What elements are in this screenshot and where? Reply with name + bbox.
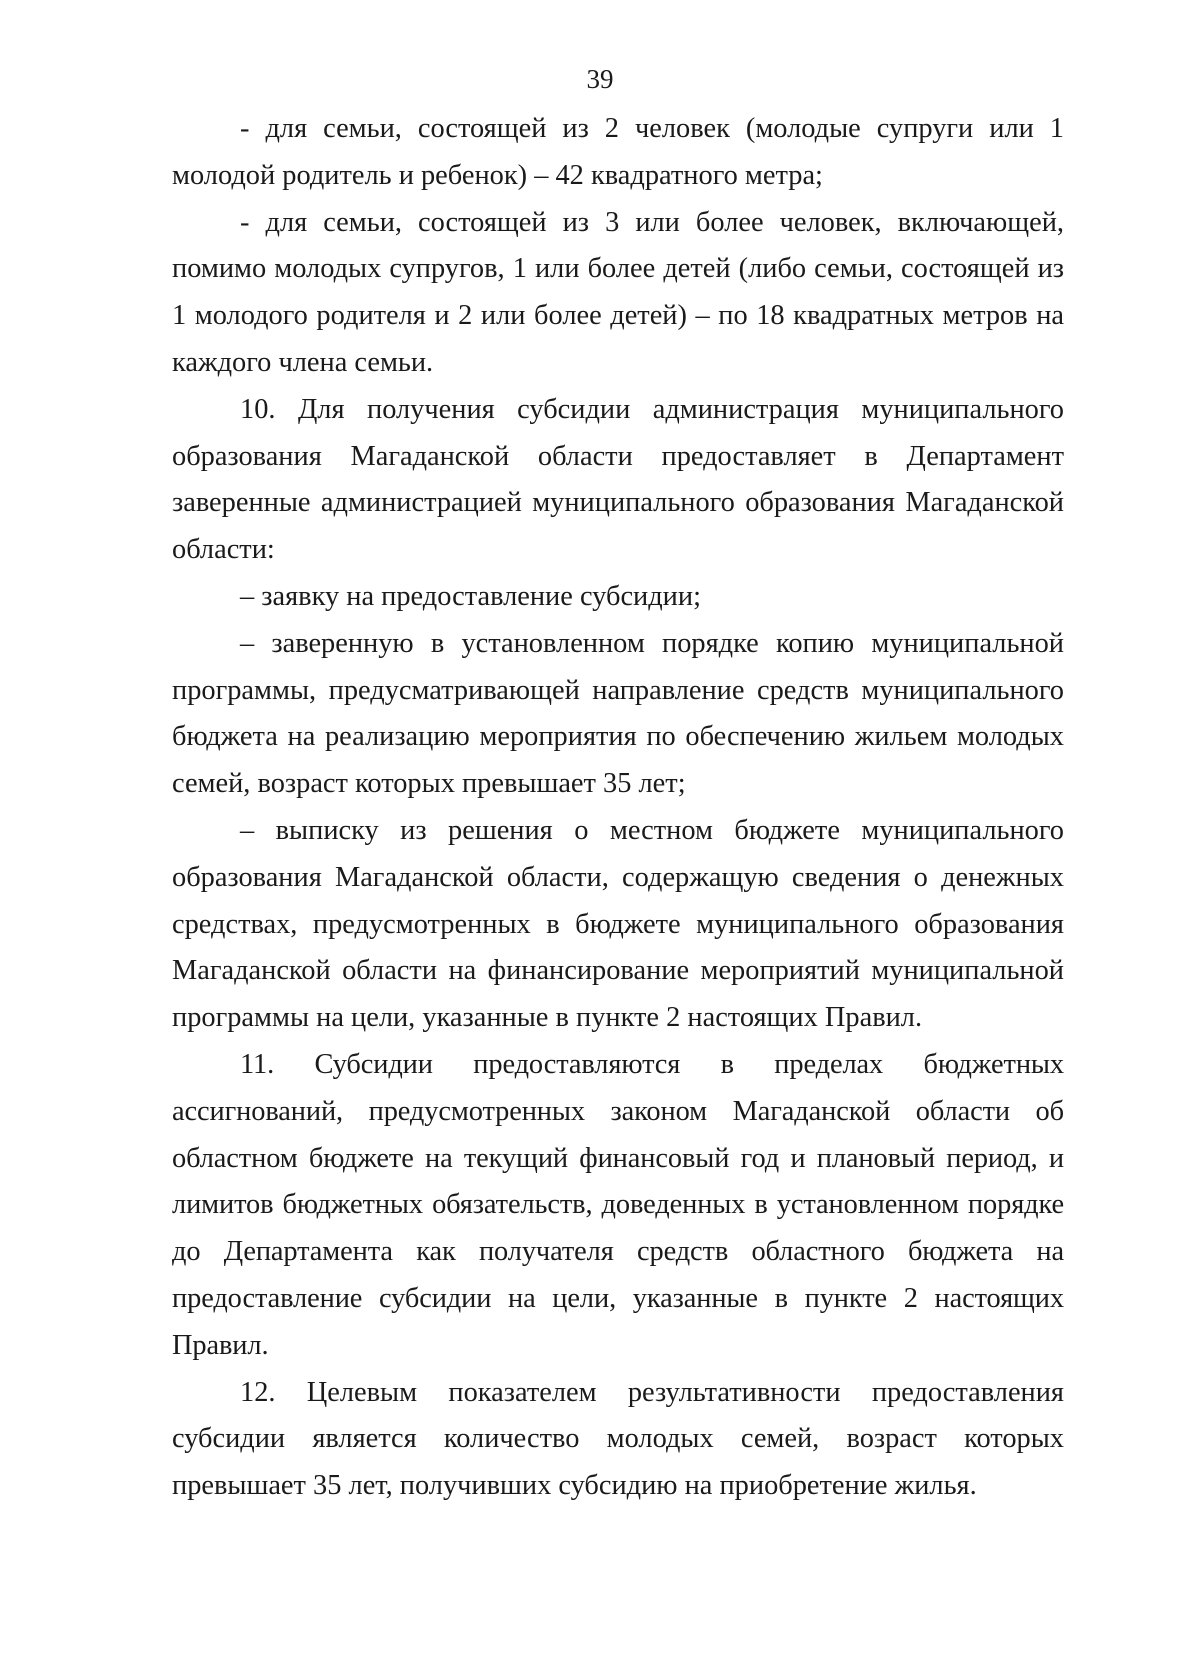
paragraph-clause-11: 11. Субсидии предоставляются в пределах бюджетных ассигнований, предусмотренных законом Магаданской области об областном бюджете на текущий финансовый год и плановый период, и лимитов бюджетных обязательств, доведенных в установленном порядке до Департамента как получателя средств областного бюджета на предоставление субсидии на цели, указанные в пункте 2 настоящих Правил.: [172, 1048, 1064, 1361]
paragraph-family-of-two: - для семьи, состоящей из 2 человек (молодые супруги или 1 молодой родитель и ребенок) – 42 квадратного метра;: [172, 113, 1064, 191]
paragraph-clause-10: 10. Для получения субсидии администрация муниципального образования Магаданской области предоставляет в Департамент заверенные администрацией муниципального образования Магаданской области:: [172, 393, 1064, 566]
paragraph-application: – заявку на предоставление субсидии;: [240, 580, 701, 612]
paragraph-clause-12: 12. Целевым показателем результативности предоставления субсидии является количество молодых семей, возраст которых превышает 35 лет, получивших субсидию на приобретение жилья.: [172, 1376, 1064, 1502]
paragraph-family-of-three: - для семьи, состоящей из 3 или более человек, включающей, помимо молодых супругов, 1 или более детей (либо семьи, состоящей из 1 молодого родителя и 2 или более детей) – по 18 квадратных метров на каждого члена семьи.: [172, 206, 1064, 378]
page-number: 39: [586, 64, 614, 94]
paragraph-program-copy: – заверенную в установленном порядке копию муниципальной программы, предусматривающей направление средств муниципального бюджета на реализацию мероприятия по обеспечению жильем молодых семей, возраст которых превышает 35 лет;: [172, 627, 1064, 800]
paragraph-budget-extract: – выписку из решения о местном бюджете муниципального образования Магаданской области, содержащую сведения о денежных средствах, предусмотренных в бюджете муниципального образования Магаданской области на финансирование мероприятий муниципальной программы на цели, указанные в пункте 2 настоящих Правил.: [172, 814, 1064, 1034]
document-body: [172, 106, 1064, 1510]
